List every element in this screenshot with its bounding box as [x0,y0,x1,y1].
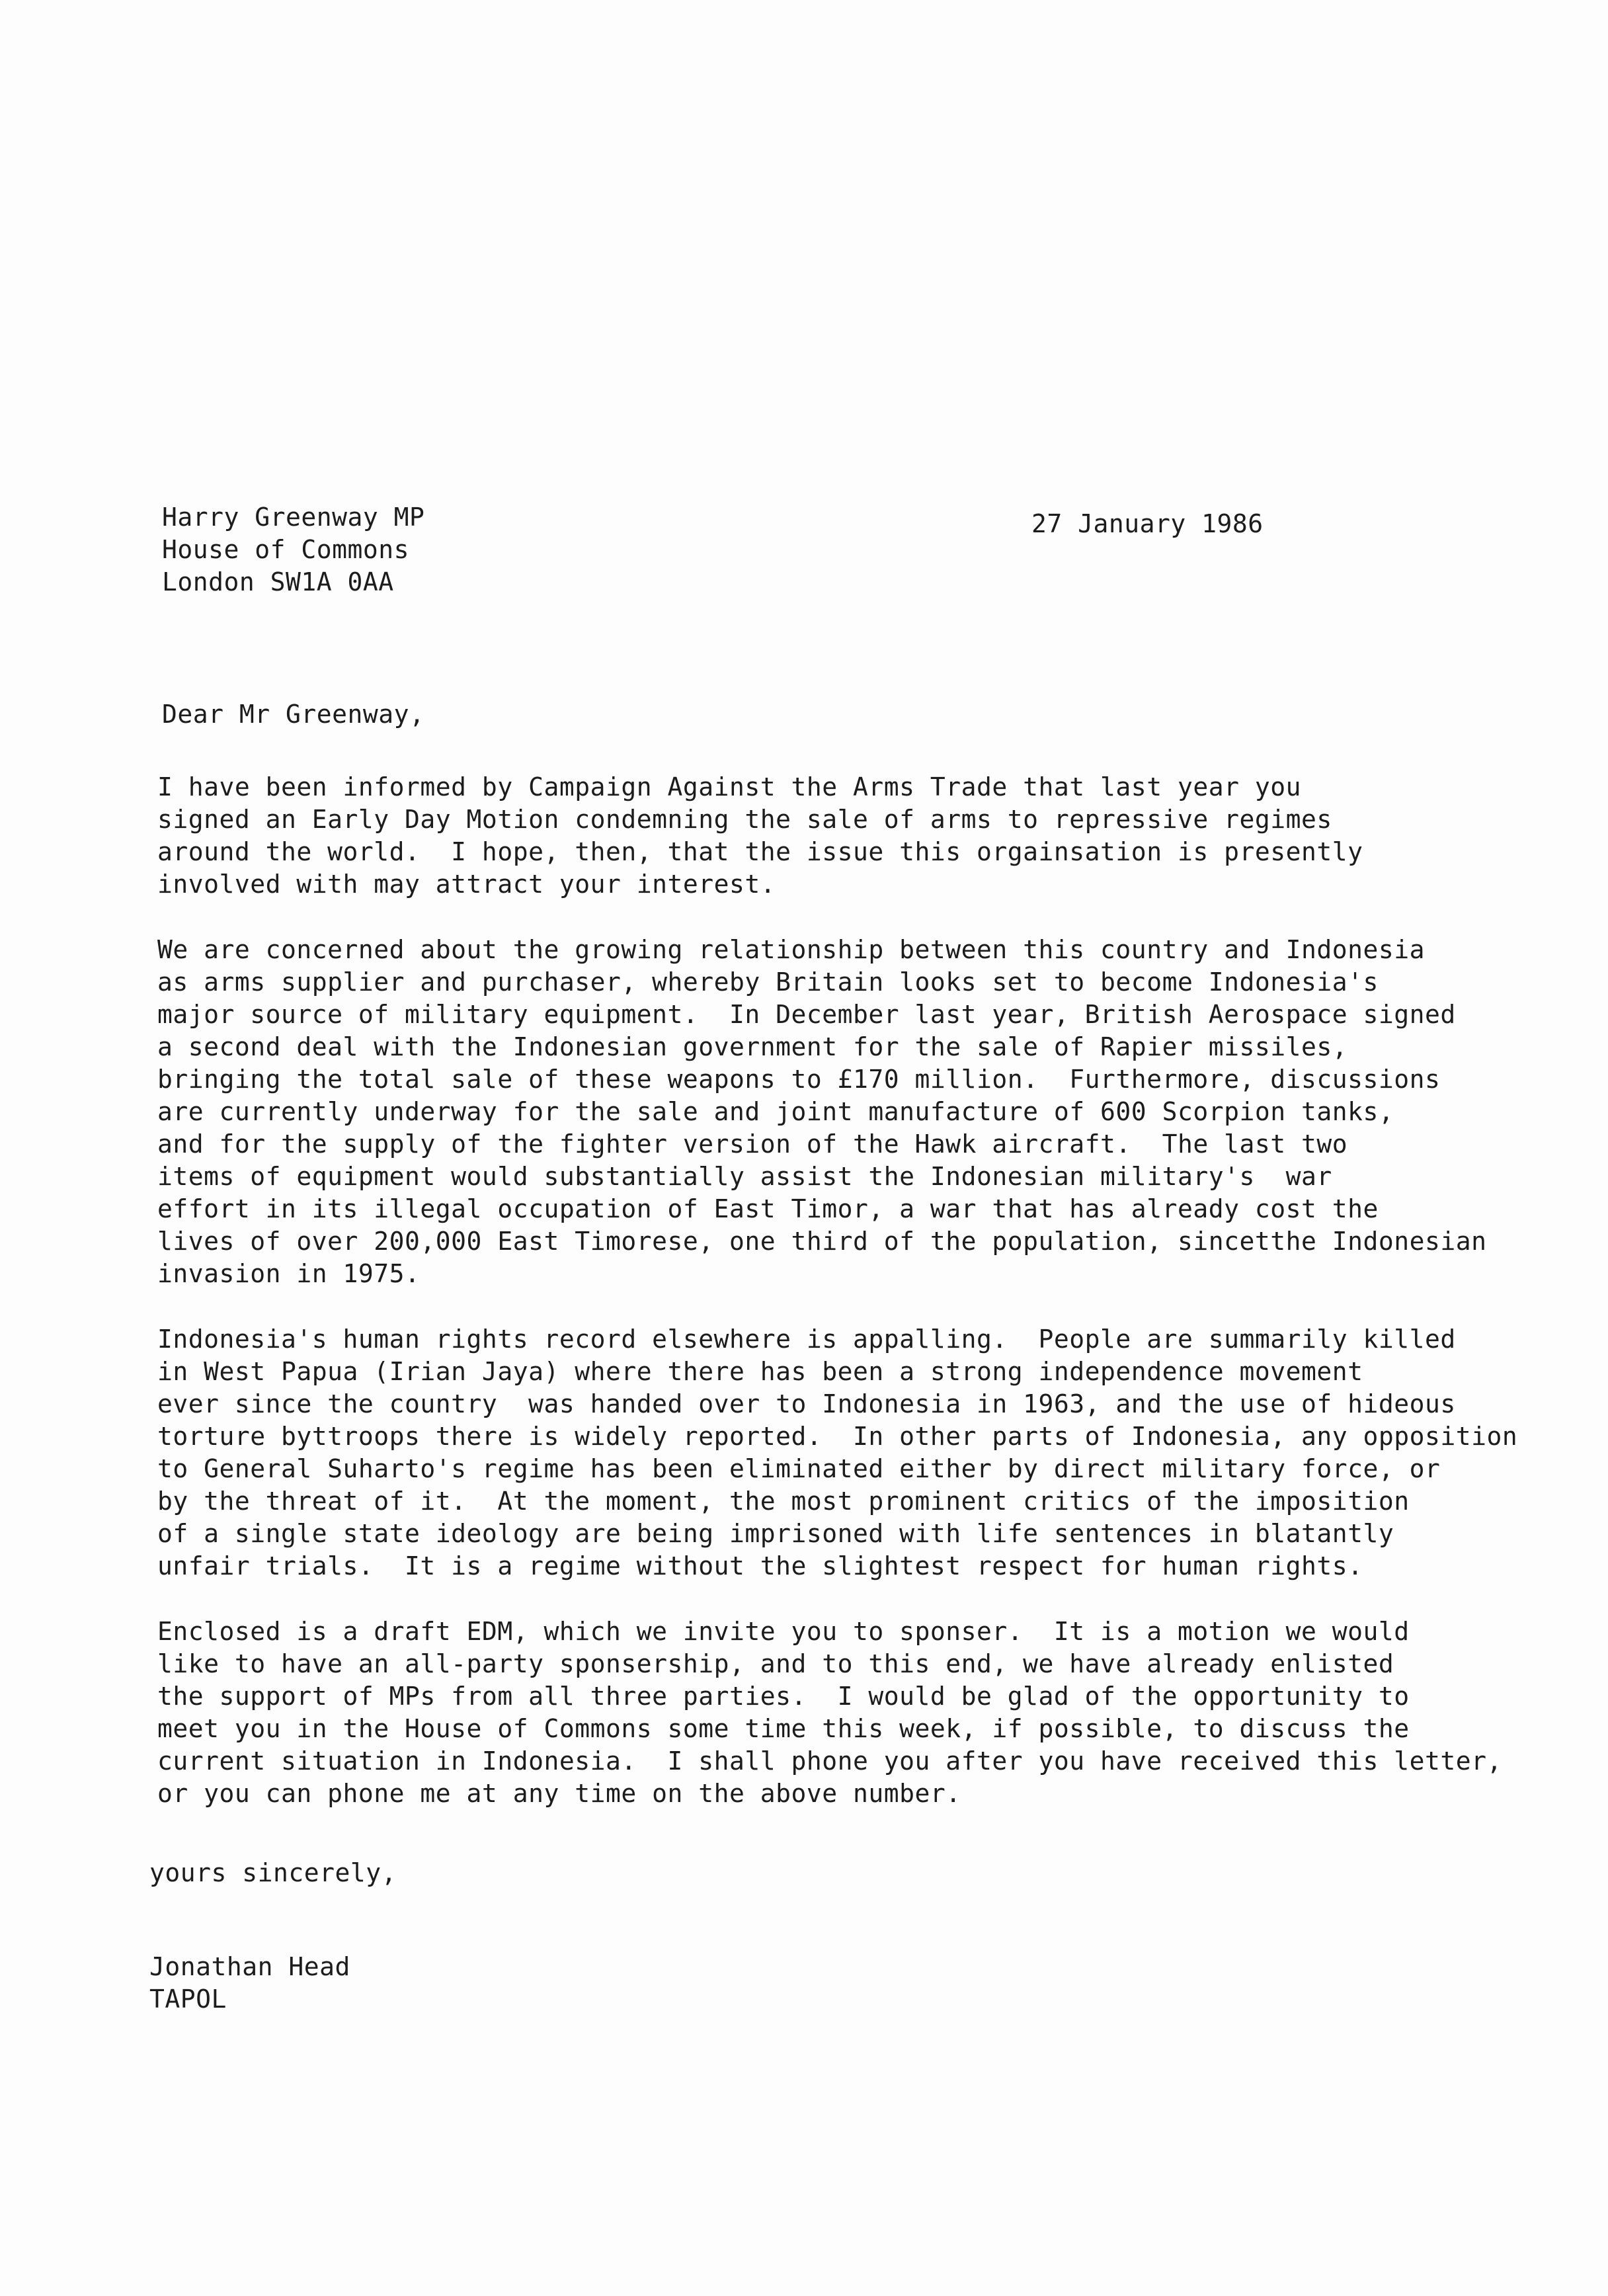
closing: yours sincerely, [149,1858,397,1887]
address-line-name: Harry Greenway MP [162,503,425,532]
text-line: as arms supplier and purchaser, whereby Britain looks set to become Indonesia's [157,967,1379,997]
paragraph-4 [157,1616,1599,1810]
address-line-city: London SW1A 0AA [162,567,394,596]
recipient-address [162,501,757,598]
text-line: Enclosed is a draft EDM, which we invite you to sponser. It is a motion we would [157,1617,1410,1646]
signature-block [149,1951,350,2016]
text-line: major source of military equipment. In December last year, British Aerospace signed [157,1000,1456,1029]
text-line: or you can phone me at any time on the above number. [157,1779,961,1808]
text-line: meet you in the House of Commons some time this week, if possible, to discuss the [157,1714,1410,1743]
signature-organisation: TAPOL [149,1985,227,2014]
text-line: like to have an all-party sponsership, and to this end, we have already enlisted [157,1649,1394,1678]
text-line: items of equipment would substantially assist the Indonesian military's war [157,1162,1332,1191]
text-line: bringing the total sale of these weapons to £170 million. Furthermore, discussions [157,1065,1441,1094]
text-line: current situation in Indonesia. I shall phone you after you have received this letter, [157,1746,1502,1776]
letter-date: 27 January 1986 [1031,509,1264,538]
text-line: invasion in 1975. [157,1259,421,1288]
paragraph-3 [157,1323,1599,1582]
text-line: ever since the country was handed over to Indonesia in 1963, and the use of hideous [157,1389,1456,1418]
salutation: Dear Mr Greenway, [162,700,425,729]
signature-name: Jonathan Head [149,1952,350,1981]
text-line: unfair trials. It is a regime without the slightest respect for human rights. [157,1551,1363,1580]
text-line: I have been informed by Campaign Against the Arms Trade that last year you [157,772,1301,801]
paragraph-1 [157,771,1599,901]
text-line: of a single state ideology are being imprisoned with life sentences in blatantly [157,1519,1394,1548]
text-line: involved with may attract your interest. [157,870,776,899]
text-line: and for the supply of the fighter version of the Hawk aircraft. The last two [157,1129,1348,1159]
text-line: effort in its illegal occupation of East Timor, a war that has already cost the [157,1194,1379,1223]
text-line: in West Papua (Irian Jaya) where there has been a strong independence movement [157,1357,1363,1386]
text-line: a second deal with the Indonesian government for the sale of Rapier missiles, [157,1032,1348,1061]
text-line: are currently underway for the sale and joint manufacture of 600 Scorpion tanks, [157,1097,1394,1126]
paragraph-2 [157,934,1599,1290]
text-line: to General Suharto's regime has been eliminated either by direct military force, or [157,1454,1441,1483]
text-line: signed an Early Day Motion condemning the sale of arms to repressive regimes [157,805,1332,834]
text-line: lives of over 200,000 East Timorese, one third of the population, sincetthe Indonesian [157,1227,1487,1256]
letter-body [157,771,1599,1843]
text-line: by the threat of it. At the moment, the most prominent critics of the imposition [157,1487,1410,1516]
text-line: Indonesia's human rights record elsewhere is appalling. People are summarily killed [157,1325,1456,1354]
text-line: the support of MPs from all three parties. I would be glad of the opportunity to [157,1682,1410,1711]
address-line-building: House of Commons [162,535,410,564]
text-line: We are concerned about the growing relationship between this country and Indonesia [157,935,1425,964]
text-line: torture byttroops there is widely reported. In other parts of Indonesia, any opposition [157,1422,1518,1451]
text-line: around the world. I hope, then, that the issue this orgainsation is presently [157,837,1363,866]
